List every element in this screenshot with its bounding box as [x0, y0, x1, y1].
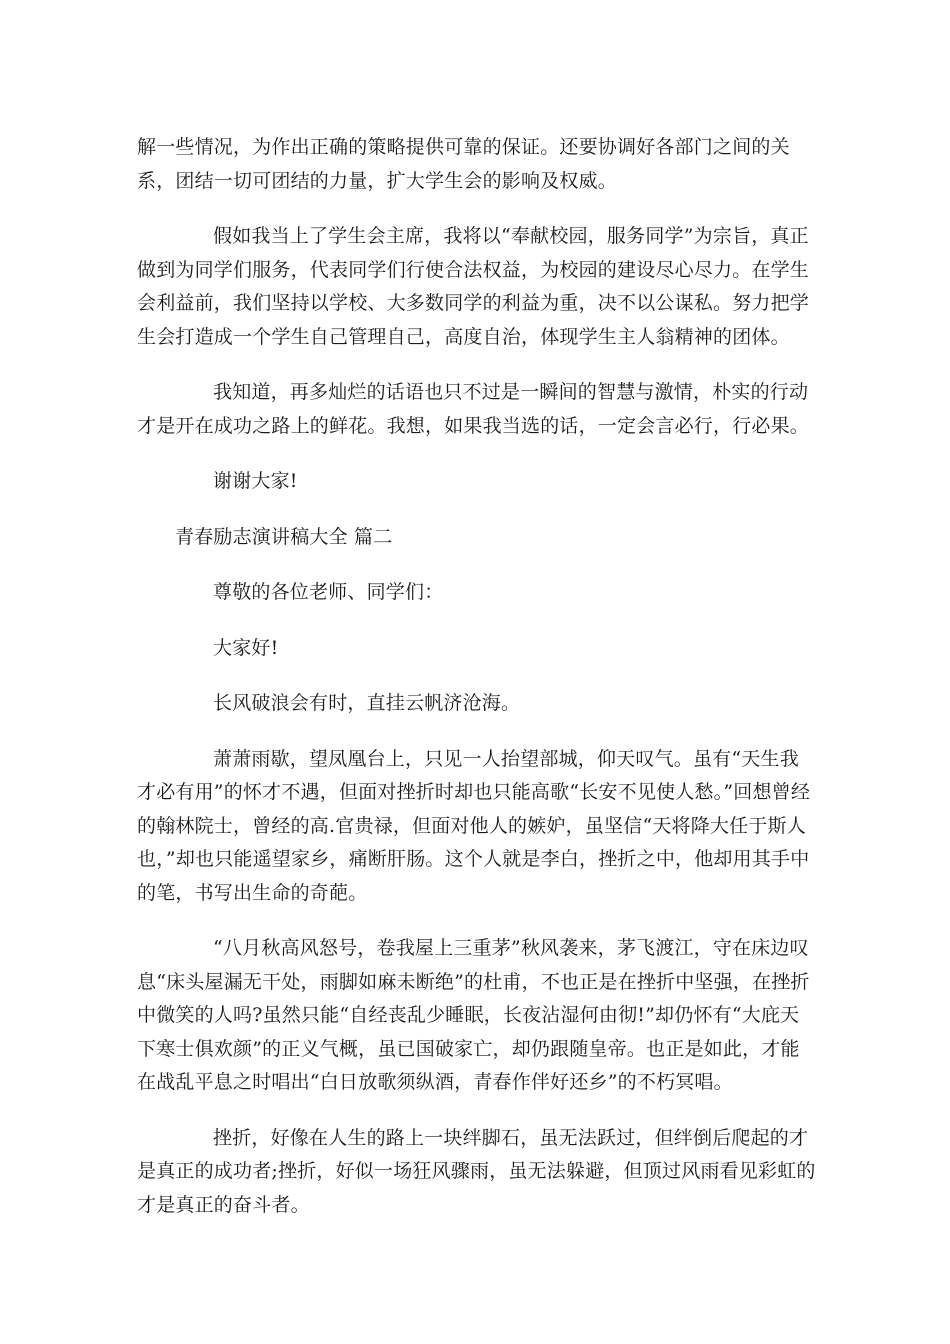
paragraph-setback: 挫折，好像在人生的路上一块绊脚石，虽无法跃过，但绊倒后爬起的才是真正的成功者;挫折，好似一场狂风骤雨，虽无法躲避，但顶过风雨看见彩虹的才是真正的奋斗者。 — [137, 1126, 816, 1216]
section-heading: 青春励志演讲稿大全 篇二 — [175, 525, 393, 548]
paragraph-li-bai: 萧萧雨歇，望凤凰台上，只见一人抬望部城，仰天叹气。虽有“天生我才必有用”的怀才不遇，但面对挫折时却也只能高歌“长安不见使人愁。”回想曾经的翰林院士，曾经的高.官贵禄，但面对他人的嫉妒，虽坚信“天将降大任于斯人也，”却也只能遥望家乡，痛断肝肠。这个人就是李白，挫折之中，他却用其手中的笔，书写出生命的奇葩。 — [137, 747, 811, 904]
paragraph-action-promise: 我知道，再多灿烂的话语也只不过是一瞬间的智慧与激情，朴实的行动才是开在成功之路上的鲜花。我想，如果我当选的话，一定会言必行，行必果。 — [137, 381, 810, 437]
paragraph-poem-line: 长风破浪会有时，直挂云帆济沧海。 — [213, 692, 521, 714]
paragraph-greeting: 大家好! — [213, 636, 279, 659]
paragraph-president-pledge: 假如我当上了学生会主席，我将以“奉献校园，服务同学”为宗旨，真正做到为同学们服务，代表同学们行使合法权益，为校园的建设尽心尽力。在学生会利益前，我们坚持以学校、大多数同学的利益为重，决不以公谋私。努力把学生会打造成一个学生自己管理自己，高度自治，体现学生主人翁精神的团体。 — [137, 225, 810, 348]
document-body — [137, 131, 817, 1222]
paragraph-intro-continuation: 解一些情况，为作出正确的策略提供可靠的保证。还要协调好各部门之间的关系，团结一切可团结的力量，扩大学生会的影响及权威。 — [137, 136, 790, 192]
paragraph-salutation: 尊敬的各位老师、同学们： — [213, 581, 444, 603]
paragraph-du-fu: “八月秋高风怒号，卷我屋上三重茅”秋风袭来，茅飞渡江，守在床边叹息“床头屋漏无干处，雨脚如麻未断绝”的杜甫，不也正是在挫折中坚强，在挫折中微笑的人吗?虽然只能“自经丧乱少睡眠，长夜沾湿何由彻!”却仍怀有“大庇天下寒士俱欢颜”的正义气概，虽已国破家亡，却仍跟随皇帝。也正是如此，才能在战乱平息之时唱出“白日放歌须纵酒，青春作伴好还乡”的不朽冥唱。 — [137, 937, 810, 1093]
paragraph-thanks: 谢谢大家! — [213, 470, 298, 492]
